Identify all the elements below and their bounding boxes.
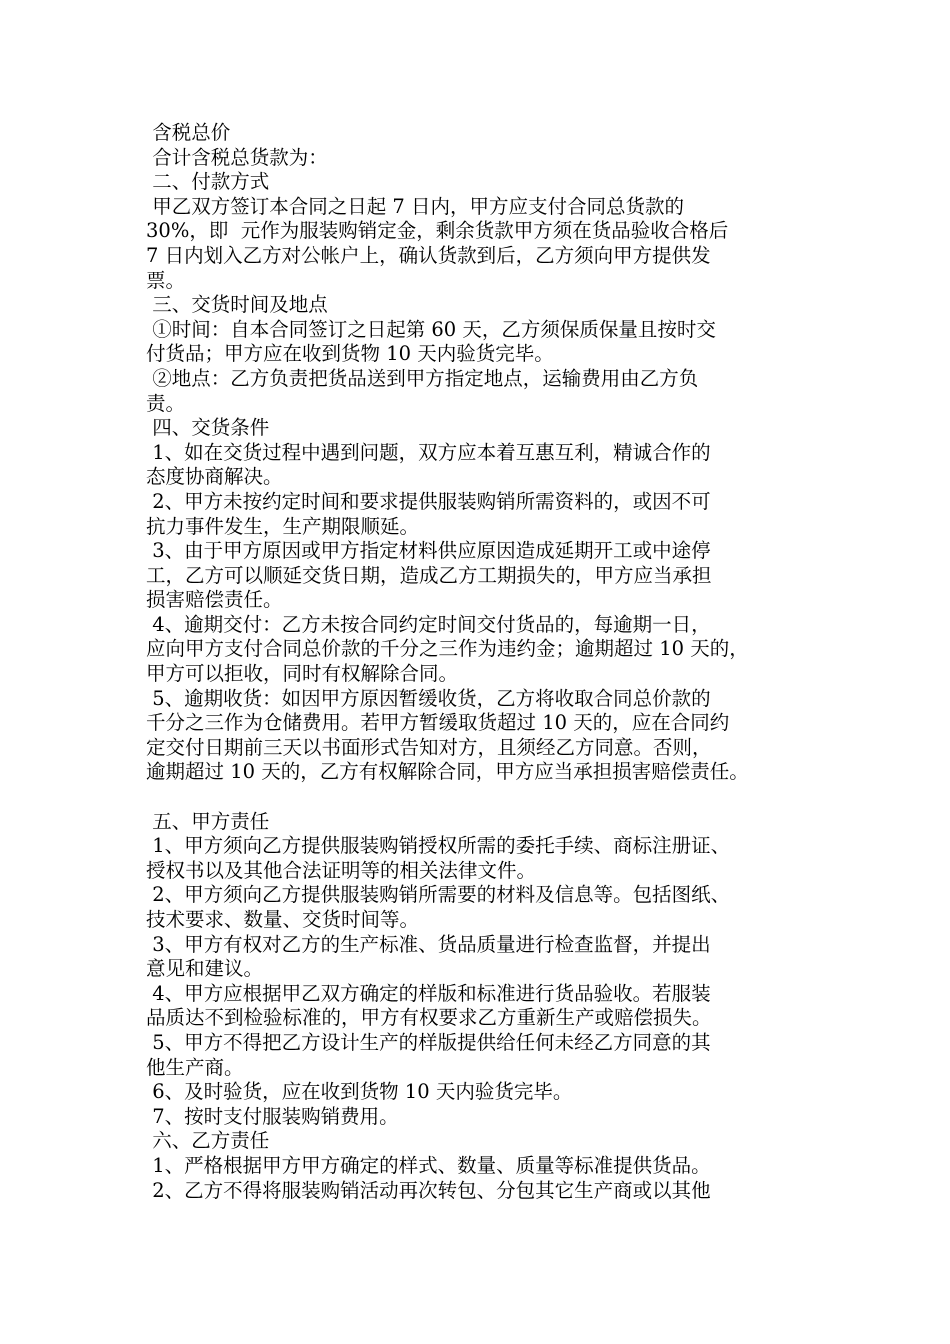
text-line: 7 日内划入乙方对公帐户上，确认货款到后，乙方须向甲方提供发: [146, 243, 711, 267]
text-line: 付货品；甲方应在收到货物 10 天内验货完毕。: [146, 342, 554, 366]
text-line: 甲方可以拒收，同时有权解除合同。: [146, 662, 459, 686]
text-line: 技术要求、数量、交货时间等。: [146, 908, 420, 931]
text-line: 1、严格根据甲方甲方确定的样式、数量、质量等标准提供货品。: [146, 1153, 711, 1177]
text-line: 他生产商。: [146, 1055, 244, 1079]
text-line: 3、由于甲方原因或甲方指定材料供应原因造成延期开工或中途停: [146, 539, 711, 563]
text-line: 5、甲方不得把乙方设计生产的样版提供给任何未经乙方同意的其: [146, 1030, 711, 1054]
text-line: ②地点：乙方负责把货品送到甲方指定地点，运输费用由乙方负: [146, 366, 699, 390]
text-line: 五、甲方责任: [146, 809, 270, 833]
text-line: 千分之三作为仓储费用。若甲方暂缓取货超过 10 天的，应在合同约: [146, 711, 730, 735]
text-line: 品质达不到检验标准的，甲方有权要求乙方重新生产或赔偿损失。: [146, 1006, 712, 1030]
text-line: 合计含税总货款为：: [146, 145, 328, 169]
text-line: 逾期超过 10 天的，乙方有权解除合同，甲方应当承担损害赔偿责任。: [146, 760, 749, 784]
text-line: 抗力事件发生，生产期限顺延。: [146, 514, 420, 538]
text-line: 1、如在交货过程中遇到问题，双方应本着互惠互利，精诚合作的: [146, 440, 711, 464]
text-line: 三、交货时间及地点: [146, 293, 328, 317]
text-line: 2、甲方未按约定时间和要求提供服装购销所需资料的，或因不可: [146, 489, 711, 513]
text-line: ①时间：自本合同签订之日起第 60 天，乙方须保质保量且按时交: [146, 317, 716, 341]
text-line: 30%，即 元作为服装购销定金，剩余货款甲方须在货品验收合格后: [146, 219, 729, 243]
text-line: 定交付日期前三天以书面形式告知对方，且须经乙方同意。否则，: [146, 735, 712, 759]
text-line: 2、乙方不得将服装购销活动再次转包、分包其它生产商或以其他: [146, 1178, 711, 1202]
text-line: 损害赔偿责任。: [146, 588, 283, 612]
text-line: 六、乙方责任: [146, 1129, 270, 1153]
text-line: 意见和建议。: [146, 957, 264, 981]
text-line: 4、逾期交付：乙方未按合同约定时间交付货品的，每逾期一日，: [146, 612, 711, 636]
text-line: 4、甲方应根据甲乙双方确定的样版和标准进行货品验收。若服装: [146, 981, 711, 1005]
text-line: 态度协商解决。: [146, 465, 283, 489]
text-line: 票。: [146, 268, 186, 292]
text-line: 6、及时验货，应在收到货物 10 天内验货完毕。: [146, 1080, 573, 1104]
text-line: 应向甲方支付合同总价款的千分之三作为违约金；逾期超过 10 天的，: [146, 637, 749, 661]
text-line: 四、交货条件: [146, 416, 270, 440]
text-line: 含税总价: [146, 121, 231, 144]
blank-line: [146, 785, 818, 810]
text-line: 二、付款方式: [146, 170, 270, 194]
text-line: 3、甲方有权对乙方的生产标准、货品质量进行检查监督，并提出: [146, 932, 711, 956]
text-line: 1、甲方须向乙方提供服装购销授权所需的委托手续、商标注册证、: [146, 834, 731, 858]
document-body: [146, 121, 818, 1203]
text-line: 责。: [146, 391, 186, 415]
text-line: 2、甲方须向乙方提供服装购销所需要的材料及信息等。包括图纸、: [146, 883, 731, 907]
text-line: 工，乙方可以顺延交货日期，造成乙方工期损失的，甲方应当承担: [146, 563, 712, 587]
text-line: 授权书以及其他合法证明等的相关法律文件。: [146, 858, 537, 882]
text-line: 甲乙双方签订本合同之日起 7 日内，甲方应支付合同总货款的: [146, 194, 685, 218]
text-line: 5、逾期收货：如因甲方原因暂缓收货，乙方将收取合同总价款的: [146, 686, 711, 710]
text-line: 7、按时支付服装购销费用。: [146, 1104, 399, 1128]
